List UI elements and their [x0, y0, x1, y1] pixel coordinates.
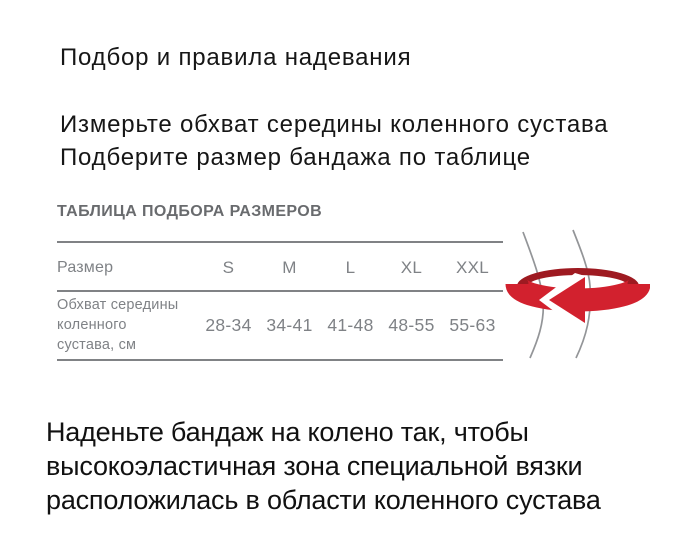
table-rule-middle	[57, 290, 503, 292]
value-cell-l: 41-48	[327, 314, 374, 335]
measurement-label-line-2: коленного	[57, 317, 127, 333]
value-cell-xxl: 55-63	[449, 314, 496, 335]
outro-line-3: расположилась в области коленного сустава	[46, 485, 601, 515]
outro-instructions	[46, 415, 601, 517]
intro-instructions	[60, 108, 608, 174]
size-cell-s: S	[222, 258, 235, 277]
value-cell-xl: 48-55	[388, 314, 435, 335]
size-cell-xxl: XXL	[455, 258, 490, 277]
page-title: Подбор и правила надевания	[60, 44, 412, 71]
knee-measurement-icon	[505, 224, 650, 369]
measurement-label-line-1: Обхват середины	[57, 297, 179, 313]
size-cell-l: L	[345, 258, 356, 277]
value-cell-m: 34-41	[266, 314, 313, 335]
size-table-title: ТАБЛИЦА ПОДБОРА РАЗМЕРОВ	[57, 203, 323, 220]
measurement-row-label	[57, 295, 198, 355]
size-cell-xl: XL	[400, 258, 423, 277]
intro-line-2: Подберите размер бандажа по таблице	[60, 144, 531, 171]
value-cell-s: 28-34	[205, 314, 252, 335]
table-rule-bottom	[57, 359, 503, 361]
size-table-header-row	[57, 252, 503, 284]
outro-line-1: Наденьте бандаж на колено так, чтобы	[46, 417, 529, 447]
size-row-label: Размер	[57, 259, 114, 276]
intro-line-1: Измерьте обхват середины коленного сустава	[60, 111, 609, 138]
measurement-label-line-3: сустава, см	[57, 337, 137, 353]
outro-line-2: высокоэластичная зона специальной вязки	[46, 451, 583, 481]
size-cell-m: M	[282, 258, 297, 277]
size-table-values-row	[57, 295, 503, 355]
table-rule-top	[57, 241, 503, 243]
